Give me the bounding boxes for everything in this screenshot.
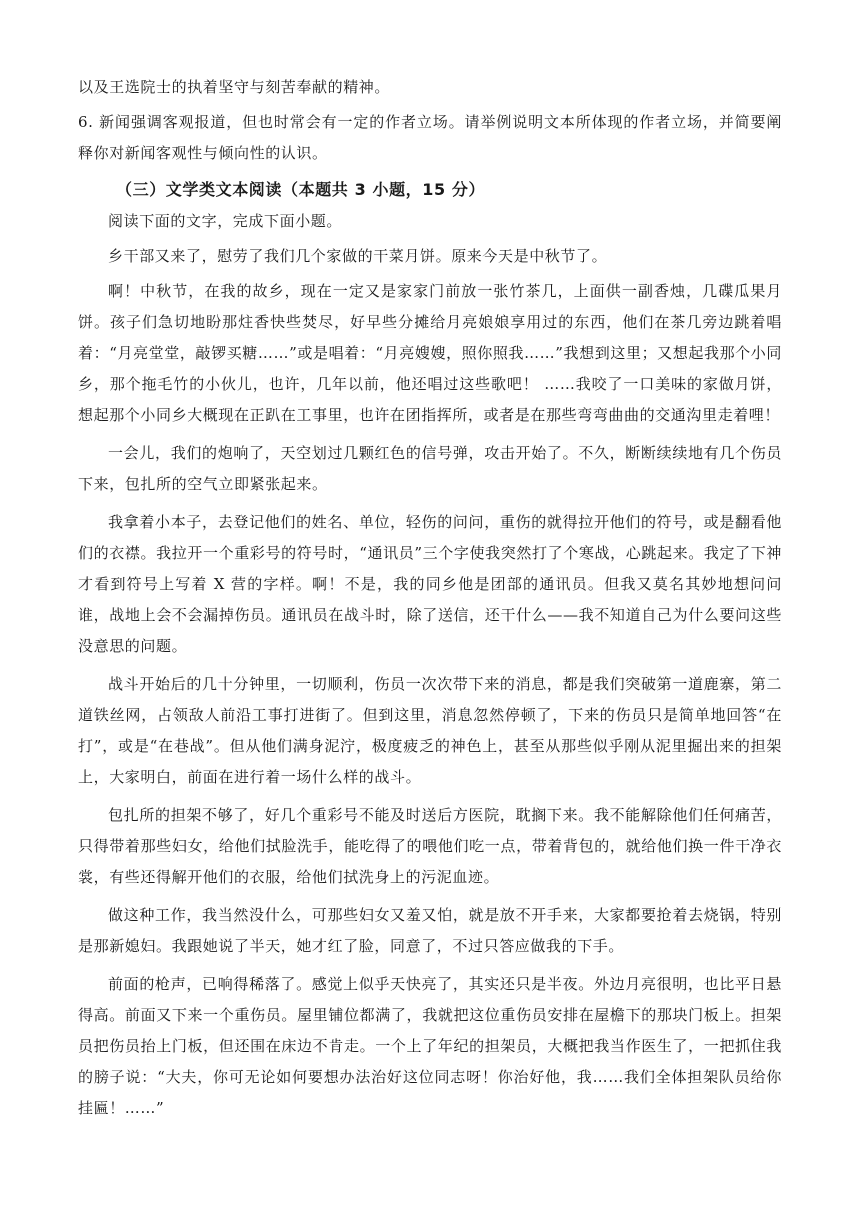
question-6: 6. 新闻强调客观报道，但也时常会有一定的作者立场。请举例说明文本所体现的作者立场，并简要阐释你对新闻客观性与倾向性的认识。 <box>78 113 782 162</box>
document-page <box>78 72 782 1124</box>
story-paragraph: 我拿着小本子，去登记他们的姓名、单位，轻伤的问问，重伤的就得拉开他们的符号，或是翻看他们的衣襟。我拉开一个重彩号的符号时，“通讯员”三个字使我突然打了个寒战，心跳起来。我定了下神才看到符号上写着 X 营的字样。啊！不是，我的同乡他是团部的通讯员。但我又莫名其妙地想问问谁，战地上会不会漏掉伤员。通讯员在战斗时，除了送信，还干什么——我不知道自己为什么要问这些没意思的问题。 <box>78 513 782 655</box>
story-paragraph: 啊！中秋节，在我的故乡，现在一定又是家家门前放一张竹茶几，上面供一副香烛，几碟瓜果月饼。孩子们急切地盼那炷香快些焚尽，好早些分摊给月亮娘娘享用过的东西，他们在茶几旁边跳着唱着：“月亮堂堂，敲锣买糖……”或是唱着：“月亮嫂嫂，照你照我……”我想到这里；又想起我那个小同乡，那个拖毛竹的小伙儿，也许，几年以前，他还唱过这些歌吧！ ……我咬了一口美味的家做月饼，想起那个小同乡大概现在正趴在工事里，也许在团指挥所，或者是在那些弯弯曲曲的交通沟里走着哩！ <box>78 282 782 424</box>
intro-end-line: 以及王选院士的执着坚守与刻苦奉献的精神。 <box>78 78 391 96</box>
story-paragraph: 一会儿，我们的炮响了，天空划过几颗红色的信号弹，攻击开始了。不久，断断续续地有几个伤员下来，包扎所的空气立即紧张起来。 <box>78 444 782 493</box>
story-paragraph: 战斗开始后的几十分钟里，一切顺利，伤员一次次带下来的消息，都是我们突破第一道鹿寨，第二道铁丝网，占领敌人前沿工事打进街了。但到这里，消息忽然停顿了，下来的伤员只是简单地回答“在打”，或是“在巷战”。但从他们满身泥泞，极度疲乏的神色上，甚至从那些似乎刚从泥里掘出来的担架上，大家明白，前面在进行着一场什么样的战斗。 <box>78 675 782 786</box>
reading-instruction: 阅读下面的文字，完成下面小题。 <box>108 212 343 230</box>
section-title: （三）文学类文本阅读（本题共 3 小题，15 分） <box>116 180 486 199</box>
story-paragraph: 乡干部又来了，慰劳了我们几个家做的干菜月饼。原来今天是中秋节了。 <box>108 247 608 265</box>
story-paragraph: 前面的枪声，已响得稀落了。感觉上似乎天快亮了，其实还只是半夜。外边月亮很明，也比平日悬得高。前面又下来一个重伤员。屋里铺位都满了，我就把这位重伤员安排在屋檐下的那块门板上。担架员把伤员抬上门板，但还围在床边不肯走。一个上了年纪的担架员，大概把我当作医生了，一把抓住我的膀子说：“大夫，你可无论如何要想办法治好这位同志呀！你治好他，我……我们全体担架队员给你挂匾！……” <box>78 975 782 1117</box>
story-paragraph: 包扎所的担架不够了，好几个重彩号不能及时送后方医院，耽搁下来。我不能解除他们任何痛苦，只得带着那些妇女，给他们拭脸洗手，能吃得了的喂他们吃一点，带着背包的，就给他们换一件干净衣裳，有些还得解开他们的衣服，给他们拭洗身上的污泥血迹。 <box>78 806 782 886</box>
story-paragraph: 做这种工作，我当然没什么，可那些妇女又羞又怕，就是放不开手来，大家都要抢着去烧锅，特别是那新媳妇。我跟她说了半天，她才红了脸，同意了，不过只答应做我的下手。 <box>78 906 782 955</box>
